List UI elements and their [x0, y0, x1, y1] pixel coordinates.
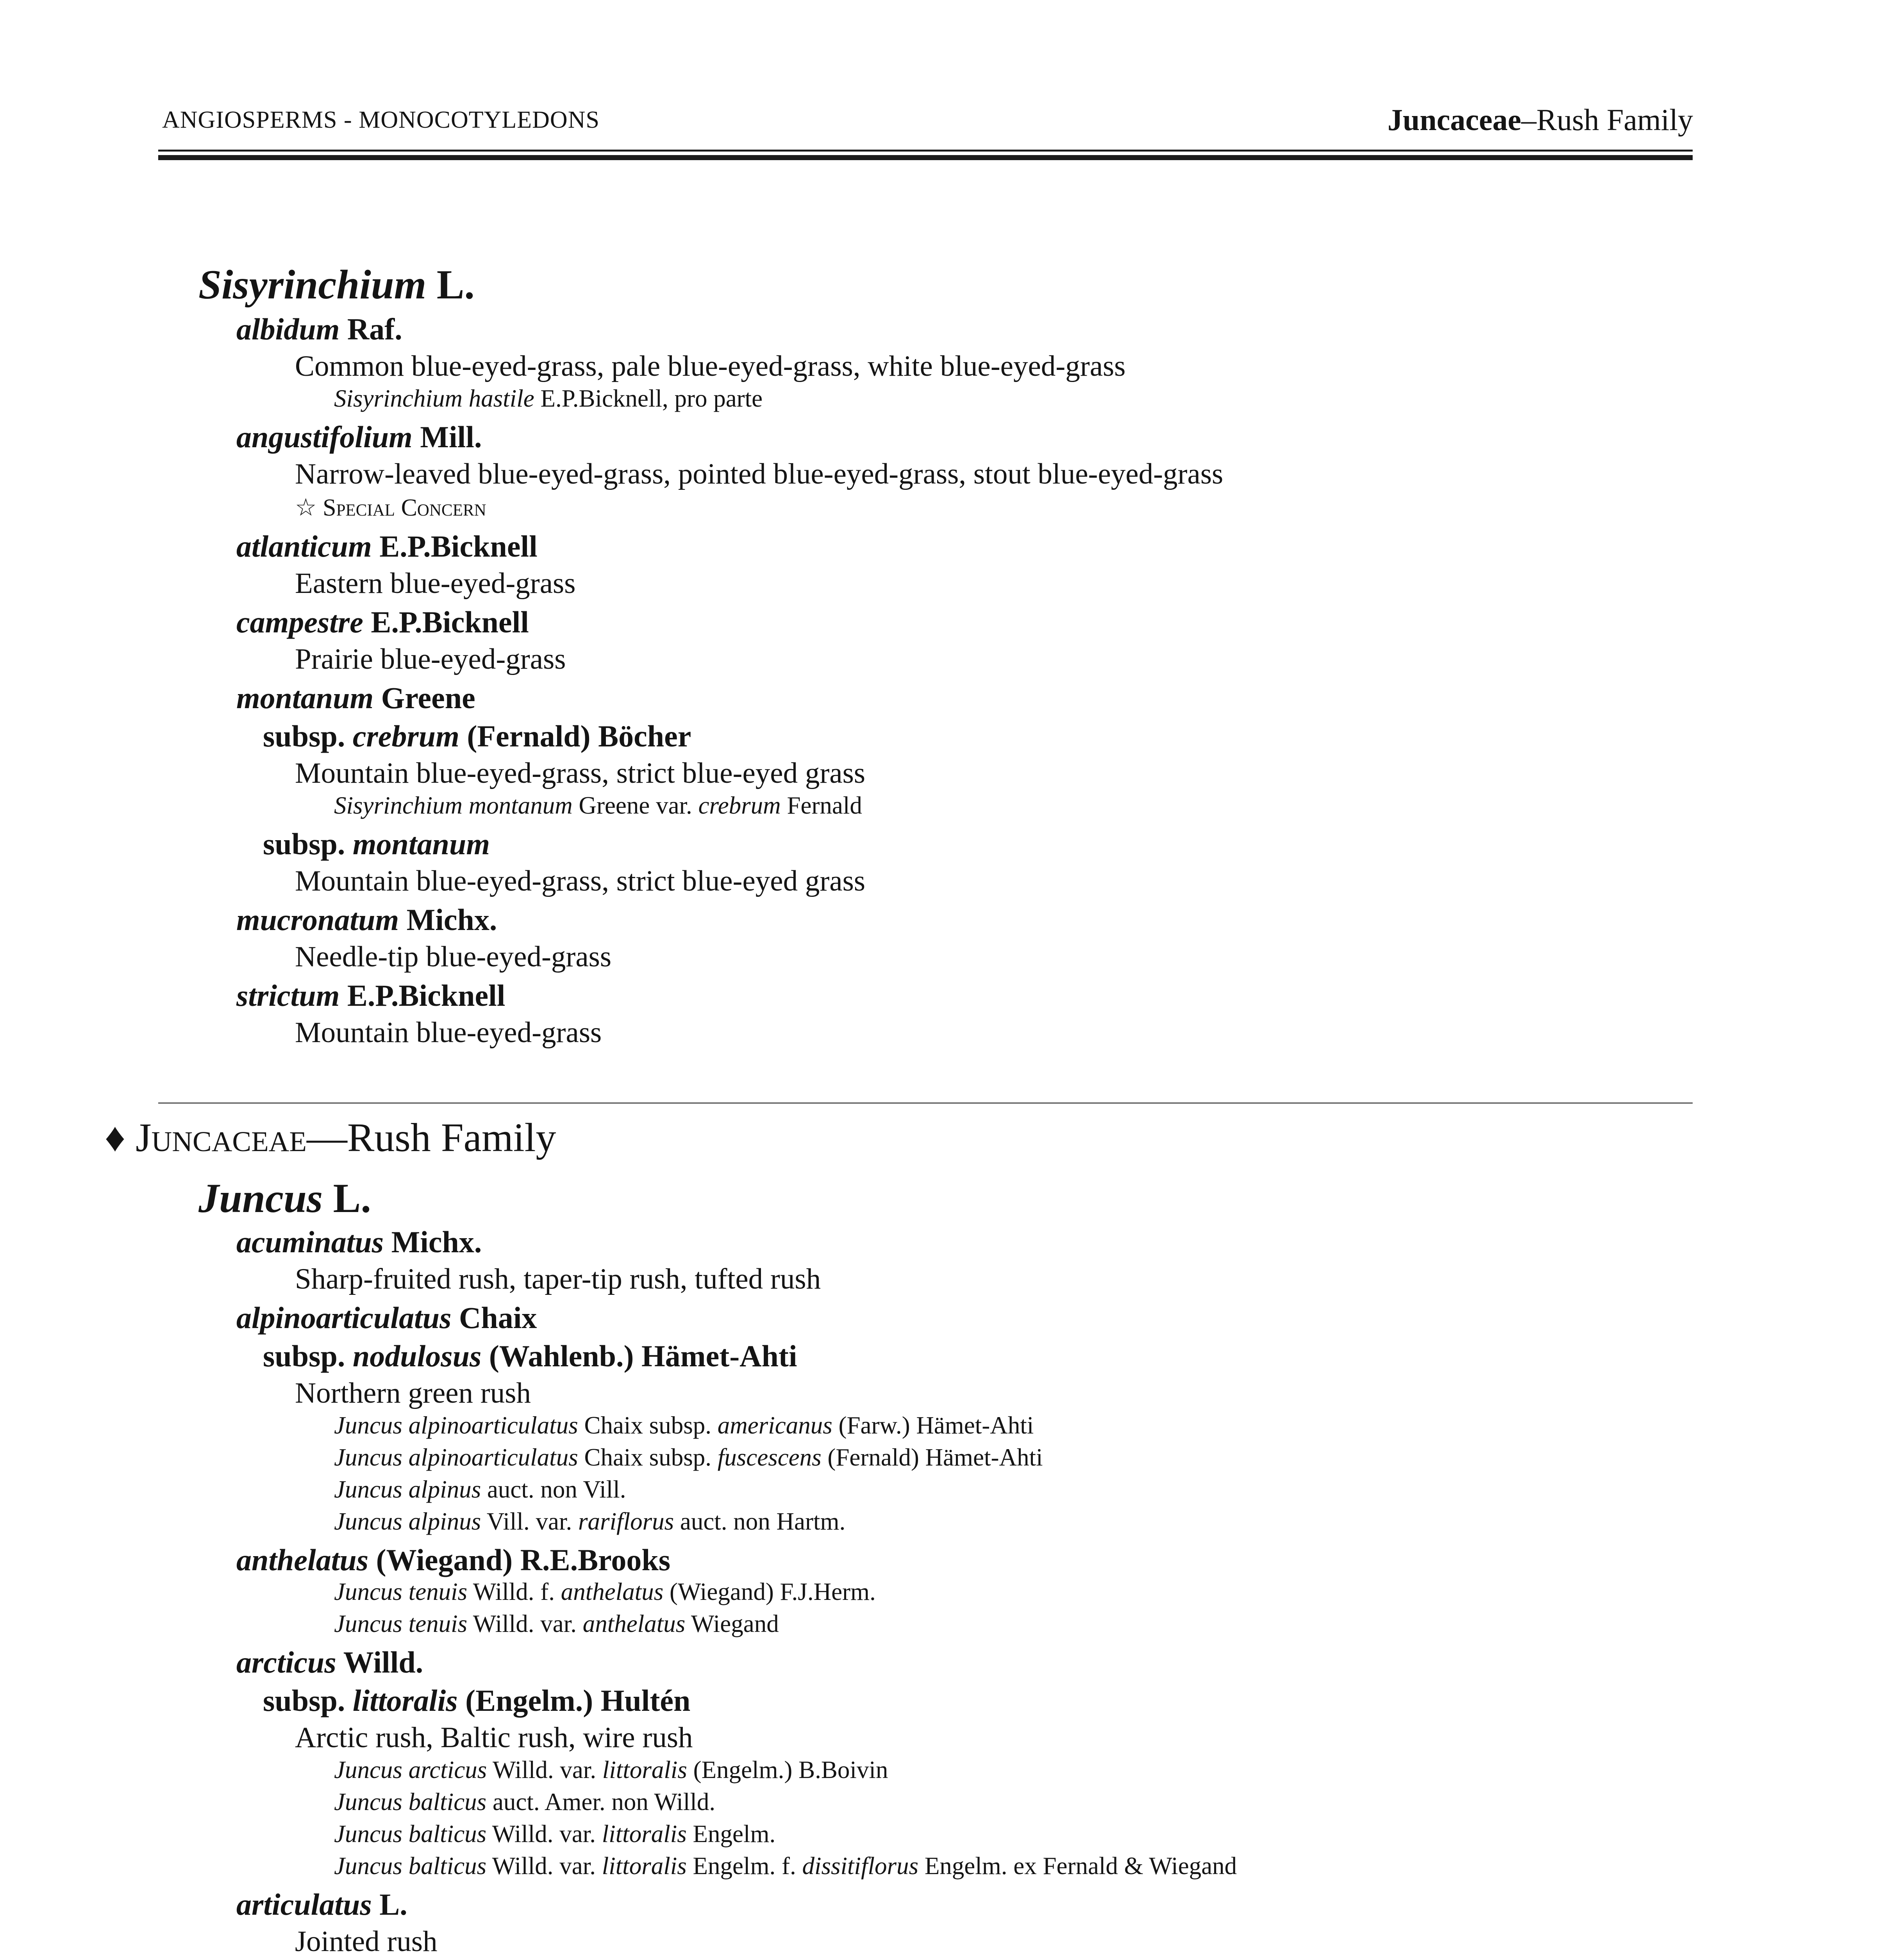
- synonym-part: Juncus balticus: [334, 1820, 487, 1848]
- running-head-family: Juncaceae: [1387, 103, 1522, 137]
- family-name: Juncaceae: [136, 1115, 307, 1160]
- synonym: [334, 1756, 888, 1784]
- species-entry: [236, 312, 402, 347]
- conservation-status: ☆ Special Concern: [295, 494, 486, 521]
- synonym-part: Wiegand: [685, 1610, 779, 1637]
- common-names: Mountain blue-eyed-grass: [295, 1016, 602, 1049]
- species-author: E.P.Bicknell: [372, 529, 538, 563]
- subspecies-epithet: [353, 1339, 482, 1373]
- subspecies-entry: [263, 1339, 797, 1374]
- species-author: Mill.: [412, 420, 482, 454]
- genus-name: Sisyrinchium: [198, 262, 427, 307]
- synonym-part: Fernald: [781, 792, 862, 819]
- synonym: [334, 1578, 876, 1606]
- subspecies-entry: [263, 827, 490, 862]
- common-names: Prairie blue-eyed-grass: [295, 643, 566, 675]
- synonym: [334, 1852, 1237, 1880]
- common-names: Sharp-fruited rush, taper-tip rush, tufted rush: [295, 1263, 821, 1295]
- species-epithet: articulatus: [236, 1887, 372, 1921]
- species-entry: [236, 1300, 537, 1335]
- subspecies-author: (Fernald) Böcher: [459, 719, 691, 753]
- synonym-part: rariflorus: [578, 1508, 674, 1535]
- synonym-part: Willd. var.: [487, 1756, 602, 1783]
- synonym-part: littoralis: [602, 1820, 687, 1848]
- synonym-part: Sisyrinchium hastile: [334, 385, 534, 412]
- genus-author: L.: [426, 262, 475, 307]
- species-epithet: anthelatus: [236, 1543, 369, 1577]
- rank-prefix: subsp.: [263, 719, 353, 753]
- synonym: [334, 1820, 775, 1848]
- synonym-part: crebrum: [698, 792, 781, 819]
- species-entry: [236, 1542, 670, 1578]
- common-names: Jointed rush: [295, 1925, 438, 1953]
- synonym-part: anthelatus: [561, 1578, 664, 1605]
- species-entry: [236, 978, 505, 1013]
- species-author: Greene: [373, 681, 475, 715]
- synonym-part: Greene var.: [572, 792, 698, 819]
- synonym-part: littoralis: [602, 1852, 687, 1880]
- synonym-part: Juncus arcticus: [334, 1756, 487, 1783]
- rank-prefix: subsp.: [263, 1683, 353, 1717]
- subspecies-epithet: [353, 827, 490, 861]
- species-author: Michx.: [399, 903, 497, 937]
- synonym-part: littoralis: [602, 1756, 687, 1783]
- running-head-left: ANGIOSPERMS - MONOCOTYLEDONS: [162, 107, 600, 133]
- synonym-part: auct. Amer. non Willd.: [486, 1788, 716, 1816]
- common-names: Common blue-eyed-grass, pale blue-eyed-grass, white blue-eyed-grass: [295, 350, 1126, 382]
- species-epithet: campestre: [236, 605, 363, 639]
- species-entry: [236, 420, 482, 455]
- synonym: [334, 1788, 715, 1816]
- synonym: [334, 1610, 779, 1638]
- common-names: Eastern blue-eyed-grass: [295, 567, 576, 600]
- subspecies-epithet: [353, 719, 459, 753]
- species-author: E.P.Bicknell: [339, 978, 505, 1012]
- synonym-part: Juncus alpinus: [334, 1476, 481, 1503]
- common-names: Northern green rush: [295, 1377, 531, 1409]
- subspecies-entry: [263, 1683, 690, 1718]
- family-separator-rule: [158, 1102, 1693, 1104]
- genus-heading-juncus: [198, 1175, 371, 1222]
- synonym-part: Willd. var.: [486, 1820, 602, 1848]
- family-name-rest: —Rush Family: [307, 1115, 556, 1160]
- synonym-part: auct. non Hartm.: [674, 1508, 846, 1535]
- synonym-part: Willd. var.: [486, 1852, 602, 1880]
- species-entry: [236, 605, 529, 640]
- synonym-part: Juncus alpinus: [334, 1508, 481, 1535]
- synonym: [334, 1475, 626, 1504]
- running-head-right: [1388, 102, 1693, 137]
- synonym-part: Engelm.: [686, 1820, 776, 1848]
- species-epithet: atlanticum: [236, 529, 372, 563]
- rank-prefix: subsp.: [263, 827, 353, 861]
- genus-heading-sisyrinchium: [198, 261, 475, 309]
- species-epithet: angustifolium: [236, 420, 413, 454]
- header-rule-thin: [158, 150, 1693, 152]
- common-names: Needle-tip blue-eyed-grass: [295, 941, 612, 973]
- species-epithet: acuminatus: [236, 1225, 384, 1259]
- family-heading: [105, 1114, 556, 1161]
- species-epithet: montanum: [236, 681, 374, 715]
- common-names: Mountain blue-eyed-grass, strict blue-eyed grass: [295, 865, 865, 897]
- synonym-part: Willd. f.: [467, 1578, 561, 1605]
- species-entry: [236, 529, 538, 564]
- synonym-part: (Engelm.) B.Boivin: [687, 1756, 888, 1783]
- synonym-part: Engelm. f.: [686, 1852, 802, 1880]
- subspecies-epithet-text: nodulosus: [352, 1339, 482, 1373]
- synonym-part: Engelm. ex Fernald & Wiegand: [918, 1852, 1237, 1880]
- synonym-part: fuscescens: [717, 1444, 822, 1471]
- synonym-part: dissitiflorus: [802, 1852, 919, 1880]
- synonym-part: americanus: [717, 1412, 832, 1439]
- species-author: Willd.: [336, 1645, 423, 1679]
- species-author: E.P.Bicknell: [363, 605, 529, 639]
- genus-author: L.: [323, 1175, 371, 1221]
- synonym-part: auct. non Vill.: [481, 1476, 626, 1503]
- species-entry: [236, 1225, 482, 1260]
- species-author: L.: [372, 1887, 407, 1921]
- subspecies-author: (Engelm.) Hultén: [457, 1683, 691, 1717]
- synonym-part: Juncus balticus: [334, 1852, 487, 1880]
- species-epithet: mucronatum: [236, 903, 399, 937]
- synonym: [334, 1507, 845, 1536]
- synonym: [334, 1443, 1043, 1472]
- common-names: Mountain blue-eyed-grass, strict blue-eyed grass: [295, 757, 865, 789]
- synonym-part: Juncus tenuis: [334, 1610, 468, 1637]
- species-epithet: strictum: [236, 978, 340, 1012]
- species-entry: [236, 902, 497, 937]
- species-author: Michx.: [384, 1225, 482, 1259]
- subspecies-epithet: [353, 1683, 458, 1717]
- synonym-part: Juncus balticus: [334, 1788, 487, 1816]
- rank-prefix: subsp.: [263, 1339, 353, 1373]
- running-head-family-rest: –Rush Family: [1521, 103, 1693, 137]
- synonym-part: Chaix subsp.: [578, 1412, 718, 1439]
- subspecies-author: (Wahlenb.) Hämet-Ahti: [481, 1339, 797, 1373]
- subspecies-entry: [263, 719, 691, 754]
- species-author: Raf.: [339, 312, 402, 346]
- synonym-part: Sisyrinchium montanum: [334, 792, 573, 819]
- synonym-part: anthelatus: [582, 1610, 686, 1637]
- synonym-part: (Wiegand) F.J.Herm.: [663, 1578, 876, 1605]
- synonym: [334, 1411, 1034, 1440]
- synonym-part: Juncus alpinoarticulatus: [334, 1412, 578, 1439]
- subspecies-epithet-text: littoralis: [352, 1683, 458, 1717]
- synonym-part: (Farw.) Hämet-Ahti: [832, 1412, 1034, 1439]
- synonym-part: Vill. var.: [481, 1508, 579, 1535]
- header-rule-thick: [158, 155, 1693, 160]
- species-entry: [236, 680, 475, 716]
- species-author: (Wiegand) R.E.Brooks: [368, 1543, 671, 1577]
- species-epithet: alpinoarticulatus: [236, 1301, 452, 1335]
- synonym-part: (Fernald) Hämet-Ahti: [821, 1444, 1043, 1471]
- species-author: Chaix: [451, 1301, 537, 1335]
- synonym-part: E.P.Bicknell, pro parte: [534, 385, 763, 412]
- subspecies-epithet-text: montanum: [352, 827, 490, 861]
- synonym-part: Chaix subsp.: [578, 1444, 718, 1471]
- species-epithet: arcticus: [236, 1645, 336, 1679]
- synonym-part: Juncus tenuis: [334, 1578, 468, 1605]
- species-entry: [236, 1645, 423, 1680]
- subspecies-epithet-text: crebrum: [352, 719, 459, 753]
- species-epithet: albidum: [236, 312, 340, 346]
- diamond-bullet-icon: ♦: [105, 1115, 126, 1160]
- synonym: [334, 791, 862, 820]
- genus-name: Juncus: [198, 1175, 323, 1221]
- common-names: Arctic rush, Baltic rush, wire rush: [295, 1721, 693, 1754]
- synonym: [334, 384, 763, 413]
- synonym-part: Willd. var.: [467, 1610, 583, 1637]
- species-entry: [236, 1887, 407, 1922]
- synonym-part: Juncus alpinoarticulatus: [334, 1444, 578, 1471]
- common-names: Narrow-leaved blue-eyed-grass, pointed blue-eyed-grass, stout blue-eyed-grass: [295, 458, 1223, 490]
